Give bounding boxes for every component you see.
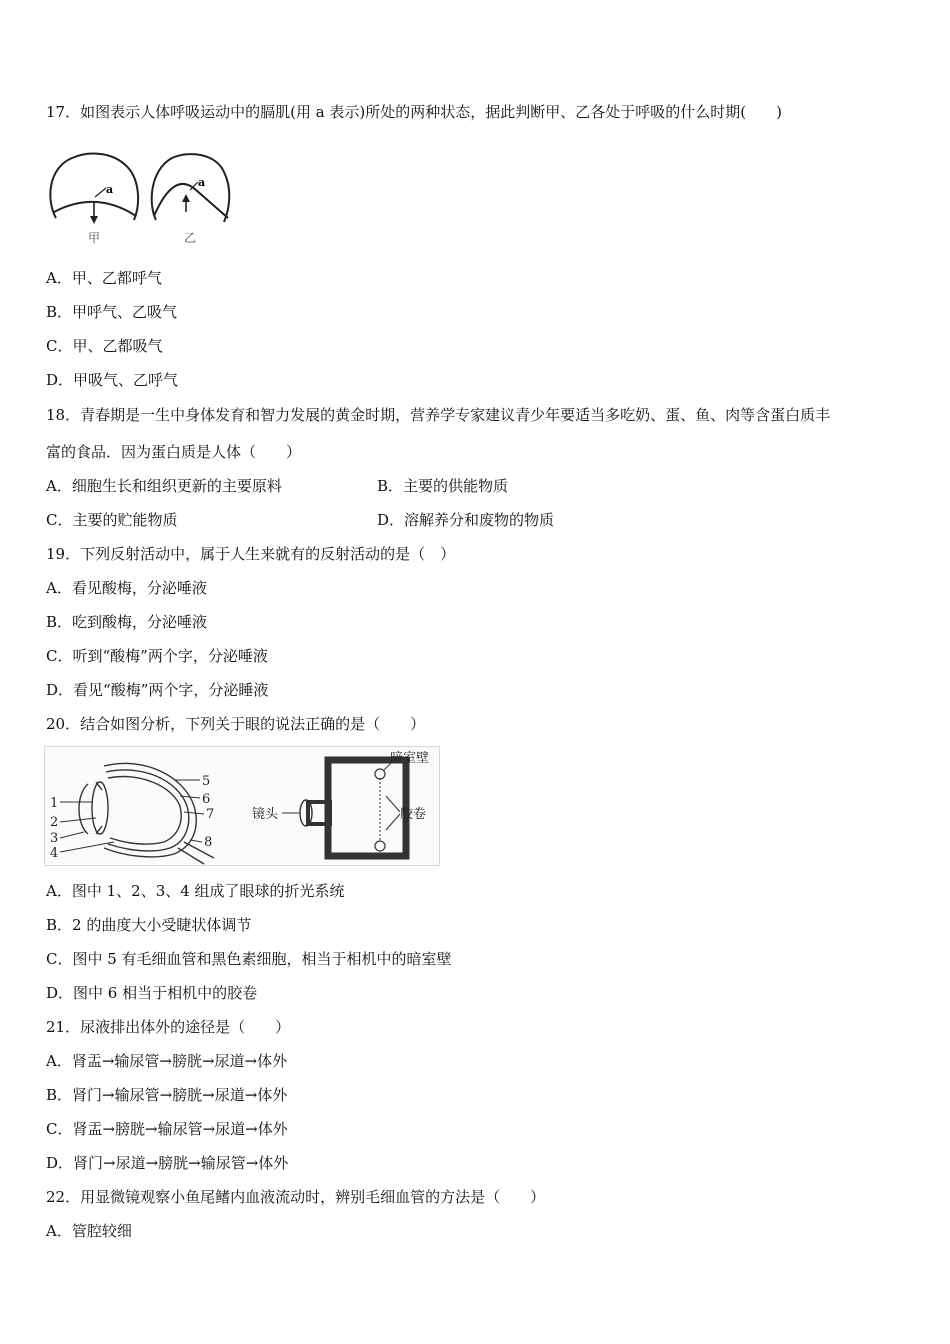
eye-label-3: 3: [50, 831, 59, 846]
eye-label-2: 2: [50, 815, 59, 830]
q20-option-d: D．图中 6 相当于相机中的胶卷: [46, 984, 258, 1002]
camera-label-film: 胶卷: [400, 807, 427, 822]
q19-option-a: A．看见酸梅，分泌唾液: [46, 579, 207, 597]
eye-label-7: 7: [206, 807, 215, 822]
q20-option-c: C．图中 5 有毛细血管和黑色素细胞，相当于相机中的暗室壁: [46, 950, 452, 968]
q17-option-a: A．甲、乙都呼气: [46, 269, 162, 287]
q22-stem: 22．用显微镜观察小鱼尾鳍内血液流动时，辨别毛细血管的方法是（ ）: [46, 1188, 546, 1206]
q21-option-a: A．肾盂→输尿管→膀胱→尿道→体外: [46, 1052, 288, 1070]
diaphragm-figure: [44, 150, 234, 244]
q20-stem: 20．结合如图分析，下列关于眼的说法正确的是（ ）: [46, 715, 426, 733]
q17-option-b: B．甲呼气、乙吸气: [46, 303, 178, 321]
eye-label-8: 8: [204, 835, 213, 850]
eye-label-5: 5: [202, 774, 211, 789]
q18-stem-line2: 富的食品．因为蛋白质是人体（ ）: [46, 443, 302, 461]
caption-jia: 甲: [88, 231, 101, 244]
q21-option-d: D．肾门→尿道→膀胱→输尿管→体外: [46, 1154, 289, 1172]
q21-option-b: B．肾门→输尿管→膀胱→尿道→体外: [46, 1086, 288, 1104]
label-a-right: a: [198, 176, 206, 189]
q19-option-d: D．看见“酸梅”两个字，分泌睡液: [46, 681, 269, 699]
q17-option-d: D．甲吸气、乙呼气: [46, 371, 179, 389]
q18-option-c: C．主要的贮能物质: [46, 511, 178, 529]
q19-option-c: C．听到“酸梅”两个字，分泌唾液: [46, 647, 268, 665]
q18-option-d: D．溶解养分和废物的物质: [377, 511, 555, 529]
camera-label-wall: 暗室壁: [390, 751, 430, 766]
q18-option-b: B．主要的供能物质: [377, 477, 509, 495]
eye-label-4: 4: [50, 846, 59, 861]
q22-option-a: A．管腔较细: [46, 1222, 132, 1240]
eye-label-1: 1: [50, 796, 59, 811]
eye-label-6: 6: [202, 792, 211, 807]
q21-stem: 21．尿液排出体外的途径是（ ）: [46, 1018, 291, 1036]
q20-option-a: A．图中 1、2、3、4 组成了眼球的折光系统: [46, 882, 345, 900]
q17-stem: 17．如图表示人体呼吸运动中的膈肌(用 a 表示)所处的两种状态，据此判断甲、乙各处于呼吸的什么时期( ): [46, 103, 782, 121]
q19-option-b: B．吃到酸梅，分泌唾液: [46, 613, 208, 631]
label-a-left: a: [106, 183, 114, 196]
caption-yi: 乙: [184, 231, 197, 244]
q17-option-c: C．甲、乙都吸气: [46, 337, 163, 355]
q18-stem-line1: 18．青春期是一生中身体发育和智力发展的黄金时期，营养学专家建议青少年要适当多吃奶、蛋、鱼、肉等含蛋白质丰: [46, 406, 831, 424]
q19-stem: 19．下列反射活动中，属于人生来就有的反射活动的是（ ）: [46, 545, 456, 563]
q20-option-b: B．2 的曲度大小受睫状体调节: [46, 916, 252, 934]
camera-label-lens: 镜头: [252, 807, 279, 822]
eye-camera-figure: [44, 746, 440, 866]
q18-option-a: A．细胞生长和组织更新的主要原料: [46, 477, 282, 495]
q21-option-c: C．肾盂→膀胱→输尿管→尿道→体外: [46, 1120, 288, 1138]
